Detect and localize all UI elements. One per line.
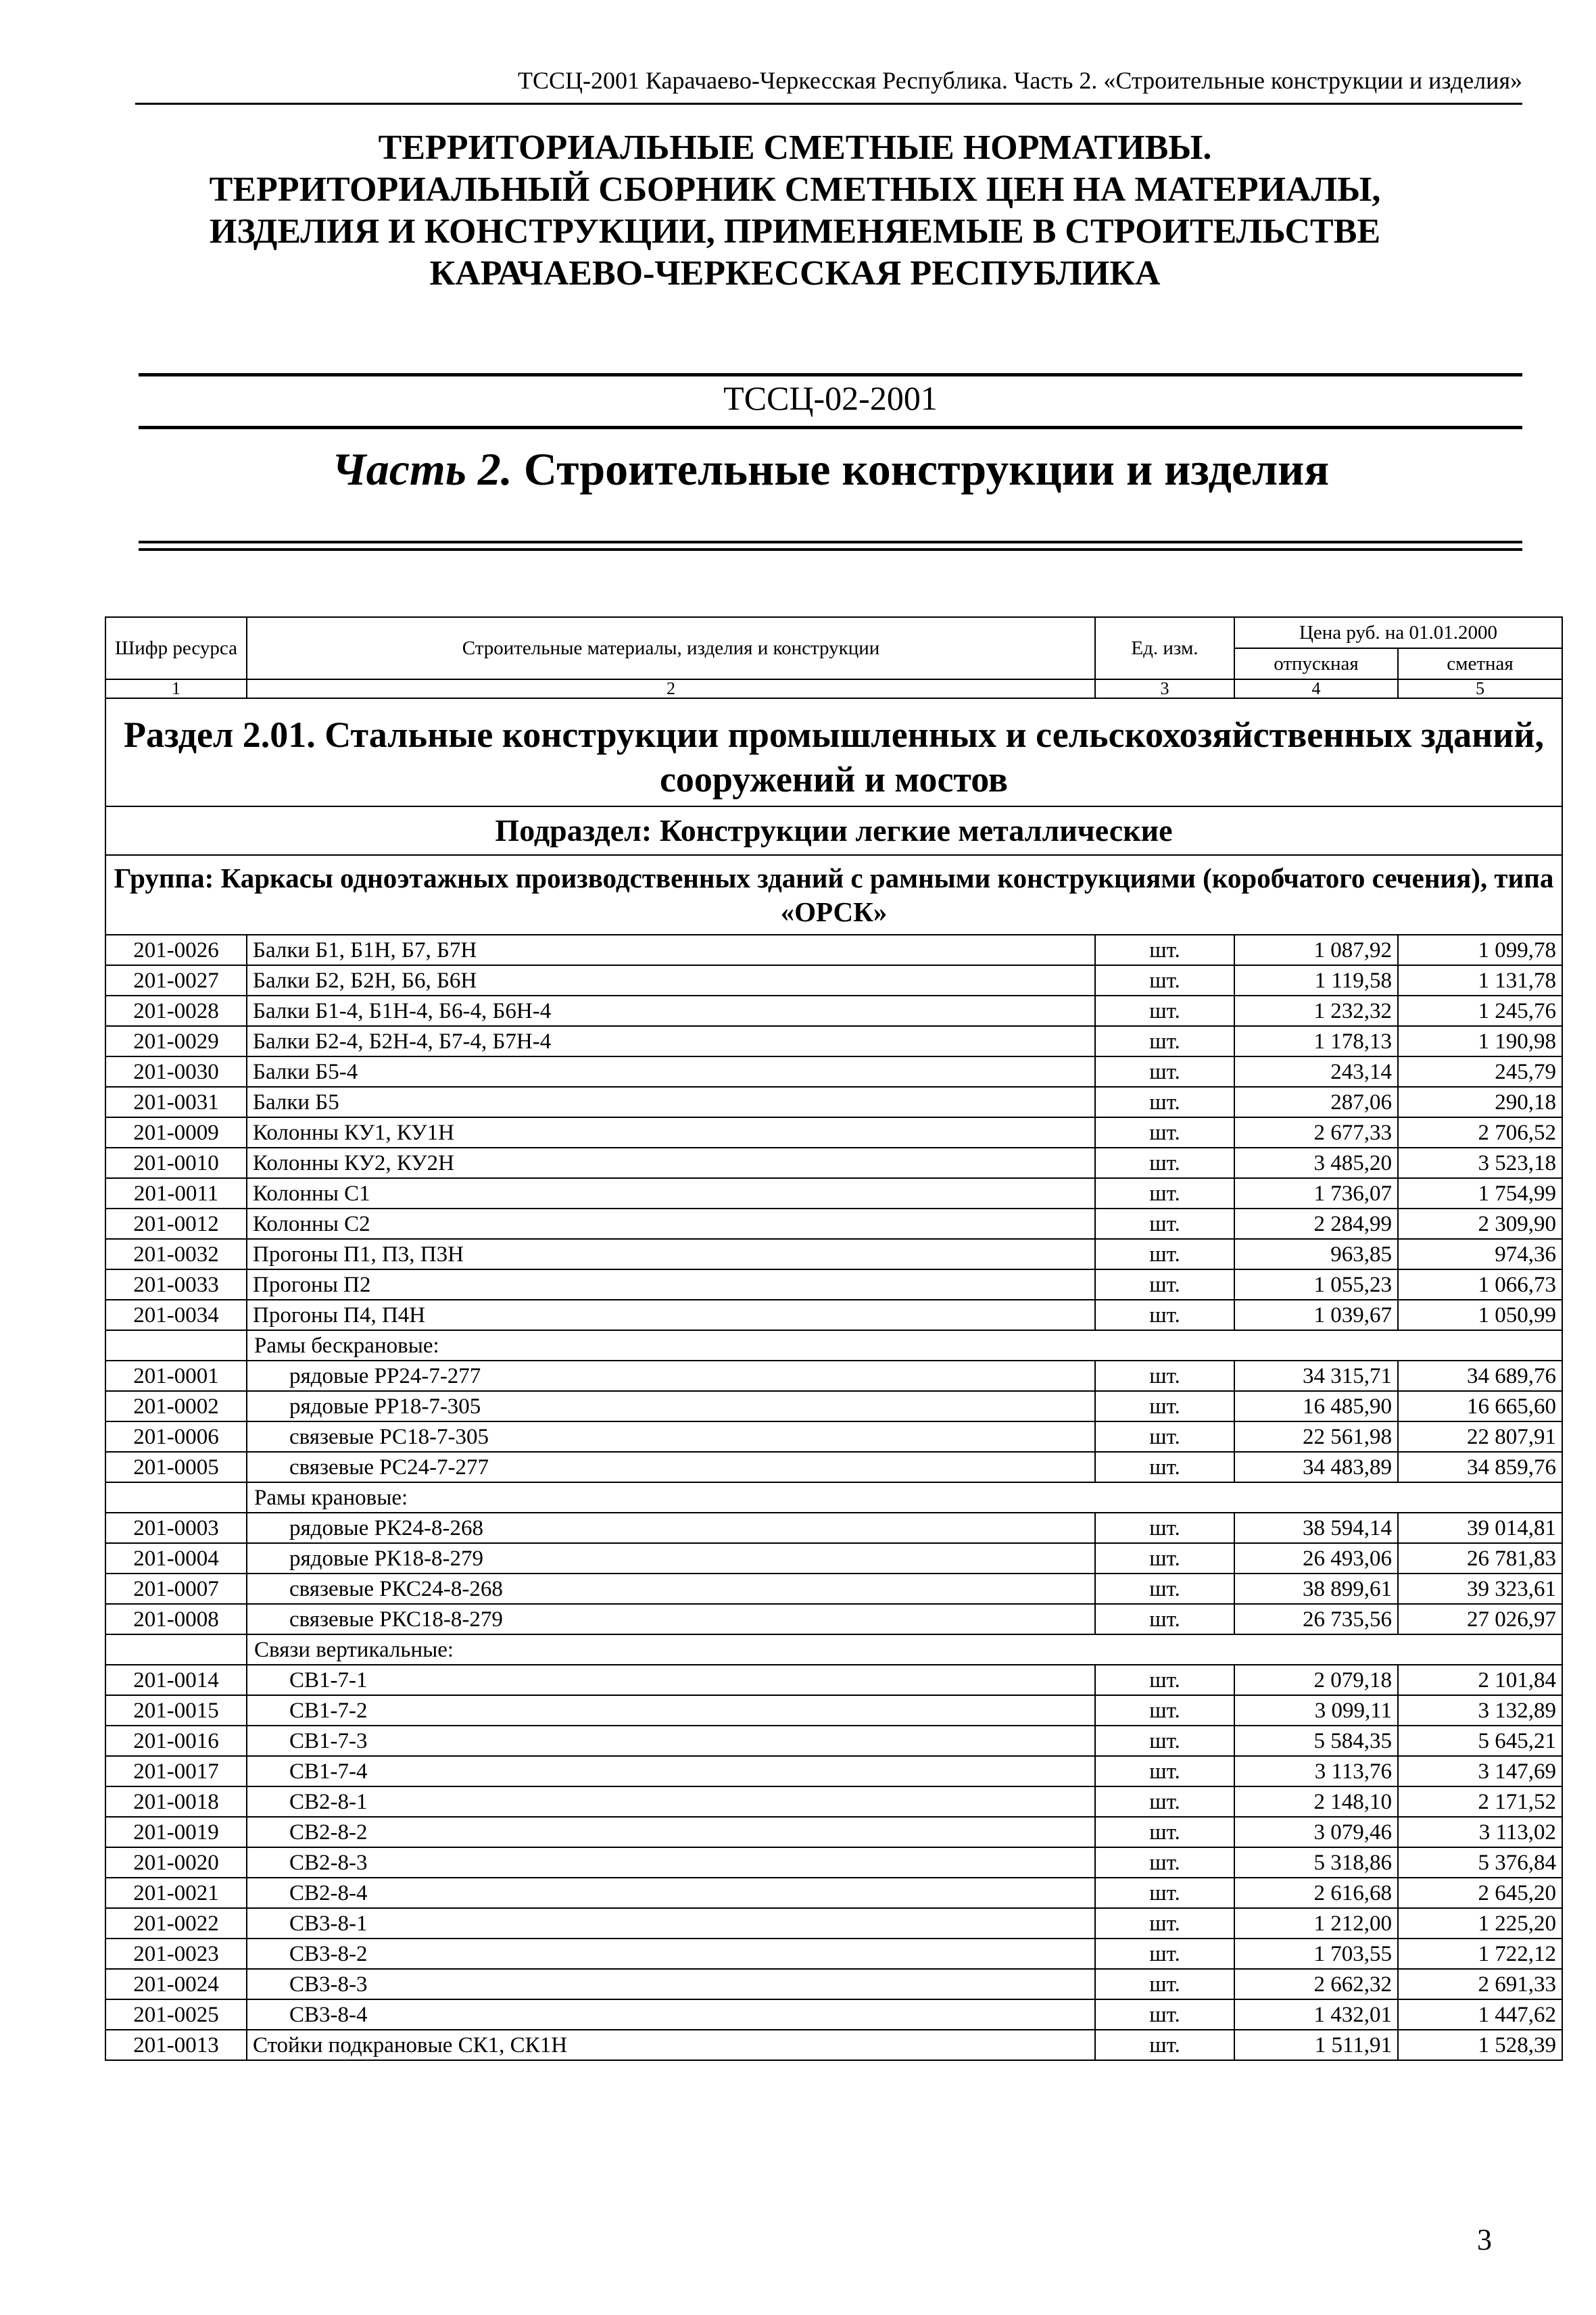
unit: шт. bbox=[1095, 996, 1234, 1026]
release-price: 34 315,71 bbox=[1234, 1361, 1398, 1391]
item-name: Прогоны П1, П3, П3Н bbox=[247, 1239, 1095, 1269]
title-line: КАРАЧАЕВО-ЧЕРКЕССКАЯ РЕСПУБЛИКА bbox=[429, 254, 1161, 293]
release-price: 2 148,10 bbox=[1234, 1786, 1398, 1817]
table-row bbox=[105, 1695, 1562, 1726]
release-price: 3 079,46 bbox=[1234, 1817, 1398, 1847]
resource-code: 201-0032 bbox=[105, 1239, 247, 1269]
subgroup-label: Рамы крановые: bbox=[247, 1482, 1562, 1513]
group-title: Группа: Каркасы одноэтажных производственных зданий с рамными конструкциями (коробчатого сечения), типа «ОРСК» bbox=[105, 855, 1562, 935]
release-price: 1 087,92 bbox=[1234, 935, 1398, 965]
release-price: 1 178,13 bbox=[1234, 1026, 1398, 1056]
resource-code: 201-0025 bbox=[105, 1999, 247, 2030]
resource-code: 201-0026 bbox=[105, 935, 247, 965]
resource-code: 201-0001 bbox=[105, 1361, 247, 1391]
column-number: 1 bbox=[105, 679, 247, 698]
price-table bbox=[105, 616, 1563, 2061]
release-price: 2 662,32 bbox=[1234, 1969, 1398, 1999]
table-row bbox=[105, 1847, 1562, 1878]
unit: шт. bbox=[1095, 1604, 1234, 1634]
unit: шт. bbox=[1095, 1543, 1234, 1574]
estimate-price: 1 722,12 bbox=[1398, 1939, 1562, 1969]
table-row bbox=[105, 1604, 1562, 1634]
estimate-price: 1 131,78 bbox=[1398, 965, 1562, 996]
resource-code: 201-0003 bbox=[105, 1513, 247, 1543]
item-name: связевые РКС18-8-279 bbox=[247, 1604, 1095, 1634]
subgroup-row bbox=[105, 1634, 1562, 1665]
release-price: 38 899,61 bbox=[1234, 1574, 1398, 1604]
unit: шт. bbox=[1095, 1056, 1234, 1087]
table-row bbox=[105, 1269, 1562, 1300]
unit: шт. bbox=[1095, 1239, 1234, 1269]
unit: шт. bbox=[1095, 1817, 1234, 1847]
release-price: 5 318,86 bbox=[1234, 1847, 1398, 1878]
item-name: СВ3-8-1 bbox=[247, 1908, 1095, 1939]
item-name: Балки Б1, Б1Н, Б7, Б7Н bbox=[247, 935, 1095, 965]
title-line: ТЕРРИТОРИАЛЬНЫЙ СБОРНИК СМЕТНЫХ ЦЕН НА МАТЕРИАЛЫ, bbox=[209, 170, 1381, 209]
table-row bbox=[105, 1391, 1562, 1421]
table-row bbox=[105, 1786, 1562, 1817]
unit: шт. bbox=[1095, 1969, 1234, 1999]
table-row bbox=[105, 1300, 1562, 1330]
table-row bbox=[105, 996, 1562, 1026]
table-row bbox=[105, 1513, 1562, 1543]
running-header: ТССЦ-2001 Карачаево-Черкесская Республика. Часть 2. «Строительные конструкции и изделия» bbox=[518, 67, 1522, 94]
item-name: Балки Б5 bbox=[247, 1087, 1095, 1117]
estimate-price: 3 147,69 bbox=[1398, 1756, 1562, 1786]
item-name: СВ2-8-2 bbox=[247, 1817, 1095, 1847]
release-price: 2 284,99 bbox=[1234, 1209, 1398, 1239]
header-rule bbox=[135, 103, 1522, 105]
item-name: связевые РКС24-8-268 bbox=[247, 1574, 1095, 1604]
release-price: 2 079,18 bbox=[1234, 1665, 1398, 1695]
estimate-price: 34 859,76 bbox=[1398, 1452, 1562, 1482]
table-row bbox=[105, 1056, 1562, 1087]
release-price: 2 616,68 bbox=[1234, 1878, 1398, 1908]
estimate-price: 34 689,76 bbox=[1398, 1361, 1562, 1391]
resource-code: 201-0018 bbox=[105, 1786, 247, 1817]
column-number: 2 bbox=[247, 679, 1095, 698]
estimate-price: 290,18 bbox=[1398, 1087, 1562, 1117]
resource-code: 201-0013 bbox=[105, 2030, 247, 2060]
subgroup-code-cell bbox=[105, 1330, 247, 1361]
release-price: 3 113,76 bbox=[1234, 1756, 1398, 1786]
item-name: СВ3-8-2 bbox=[247, 1939, 1095, 1969]
estimate-price: 2 171,52 bbox=[1398, 1786, 1562, 1817]
resource-code: 201-0002 bbox=[105, 1391, 247, 1421]
middle-rule bbox=[139, 426, 1522, 429]
subgroup-label: Связи вертикальные: bbox=[247, 1634, 1562, 1665]
estimate-price: 3 523,18 bbox=[1398, 1148, 1562, 1178]
estimate-price: 2 691,33 bbox=[1398, 1969, 1562, 1999]
item-name: СВ3-8-3 bbox=[247, 1969, 1095, 1999]
resource-code: 201-0011 bbox=[105, 1178, 247, 1209]
page-number: 3 bbox=[1477, 2223, 1492, 2256]
unit: шт. bbox=[1095, 1300, 1234, 1330]
estimate-price: 1 066,73 bbox=[1398, 1269, 1562, 1300]
resource-code: 201-0023 bbox=[105, 1939, 247, 1969]
title-line: ТЕРРИТОРИАЛЬНЫЕ СМЕТНЫЕ НОРМАТИВЫ. bbox=[378, 128, 1212, 167]
table-row bbox=[105, 1117, 1562, 1148]
unit: шт. bbox=[1095, 1786, 1234, 1817]
item-name: Балки Б2, Б2Н, Б6, Б6Н bbox=[247, 965, 1095, 996]
unit: шт. bbox=[1095, 1908, 1234, 1939]
document-title bbox=[101, 127, 1489, 295]
unit: шт. bbox=[1095, 1695, 1234, 1726]
resource-code: 201-0020 bbox=[105, 1847, 247, 1878]
estimate-price: 5 376,84 bbox=[1398, 1847, 1562, 1878]
resource-code: 201-0034 bbox=[105, 1300, 247, 1330]
estimate-price: 2 101,84 bbox=[1398, 1665, 1562, 1695]
estimate-price: 27 026,97 bbox=[1398, 1604, 1562, 1634]
resource-code: 201-0028 bbox=[105, 996, 247, 1026]
table-row bbox=[105, 1574, 1562, 1604]
unit: шт. bbox=[1095, 1574, 1234, 1604]
header-price: Цена руб. на 01.01.2000 bbox=[1234, 617, 1562, 648]
unit: шт. bbox=[1095, 1178, 1234, 1209]
estimate-price: 1 754,99 bbox=[1398, 1178, 1562, 1209]
unit: шт. bbox=[1095, 1452, 1234, 1482]
estimate-price: 1 190,98 bbox=[1398, 1026, 1562, 1056]
resource-code: 201-0016 bbox=[105, 1726, 247, 1756]
item-name: СВ1-7-3 bbox=[247, 1726, 1095, 1756]
subsection-title: Подраздел: Конструкции легкие металлические bbox=[105, 806, 1562, 855]
table-row bbox=[105, 1939, 1562, 1969]
column-number: 5 bbox=[1398, 679, 1562, 698]
estimate-price: 5 645,21 bbox=[1398, 1726, 1562, 1756]
table-row bbox=[105, 1452, 1562, 1482]
subgroup-label: Рамы бескрановые: bbox=[247, 1330, 1562, 1361]
item-name: СВ2-8-4 bbox=[247, 1878, 1095, 1908]
collection-code: ТССЦ-02-2001 bbox=[723, 379, 938, 417]
item-name: Прогоны П4, П4Н bbox=[247, 1300, 1095, 1330]
unit: шт. bbox=[1095, 1939, 1234, 1969]
table-row bbox=[105, 1999, 1562, 2030]
part-title bbox=[139, 443, 1522, 496]
header-release: отпускная bbox=[1234, 648, 1398, 679]
resource-code: 201-0004 bbox=[105, 1543, 247, 1574]
unit: шт. bbox=[1095, 2030, 1234, 2060]
item-name: СВ2-8-3 bbox=[247, 1847, 1095, 1878]
column-number: 3 bbox=[1095, 679, 1234, 698]
unit: шт. bbox=[1095, 1391, 1234, 1421]
item-name: рядовые РР18-7-305 bbox=[247, 1391, 1095, 1421]
subgroup-row bbox=[105, 1482, 1562, 1513]
release-price: 1 736,07 bbox=[1234, 1178, 1398, 1209]
resource-code: 201-0022 bbox=[105, 1908, 247, 1939]
estimate-price: 245,79 bbox=[1398, 1056, 1562, 1087]
table-row bbox=[105, 1756, 1562, 1786]
release-price: 1 212,00 bbox=[1234, 1908, 1398, 1939]
release-price: 26 735,56 bbox=[1234, 1604, 1398, 1634]
release-price: 1 039,67 bbox=[1234, 1300, 1398, 1330]
resource-code: 201-0031 bbox=[105, 1087, 247, 1117]
unit: шт. bbox=[1095, 1847, 1234, 1878]
estimate-price: 974,36 bbox=[1398, 1239, 1562, 1269]
table-row bbox=[105, 1817, 1562, 1847]
unit: шт. bbox=[1095, 1513, 1234, 1543]
unit: шт. bbox=[1095, 1087, 1234, 1117]
table-row bbox=[105, 1361, 1562, 1391]
item-name: Балки Б1-4, Б1Н-4, Б6-4, Б6Н-4 bbox=[247, 996, 1095, 1026]
item-name: рядовые РК24-8-268 bbox=[247, 1513, 1095, 1543]
item-name: Колонны С2 bbox=[247, 1209, 1095, 1239]
header-code: Шифр ресурса bbox=[105, 617, 247, 679]
table-row bbox=[105, 1178, 1562, 1209]
part-name: Строительные конструкции и изделия bbox=[523, 443, 1330, 495]
resource-code: 201-0012 bbox=[105, 1209, 247, 1239]
table-row bbox=[105, 1209, 1562, 1239]
release-price: 1 232,32 bbox=[1234, 996, 1398, 1026]
item-name: Стойки подкрановые СК1, СК1Н bbox=[247, 2030, 1095, 2060]
header-name: Строительные материалы, изделия и конструкции bbox=[247, 617, 1095, 679]
resource-code: 201-0033 bbox=[105, 1269, 247, 1300]
unit: шт. bbox=[1095, 1026, 1234, 1056]
estimate-price: 26 781,83 bbox=[1398, 1543, 1562, 1574]
subgroup-code-cell bbox=[105, 1482, 247, 1513]
estimate-price: 39 323,61 bbox=[1398, 1574, 1562, 1604]
resource-code: 201-0027 bbox=[105, 965, 247, 996]
release-price: 287,06 bbox=[1234, 1087, 1398, 1117]
unit: шт. bbox=[1095, 1999, 1234, 2030]
release-price: 16 485,90 bbox=[1234, 1391, 1398, 1421]
item-name: СВ1-7-2 bbox=[247, 1695, 1095, 1726]
section-title: Раздел 2.01. Стальные конструкции промышленных и сельскохозяйственных зданий, сооружений и мостов bbox=[105, 698, 1562, 806]
resource-code: 201-0009 bbox=[105, 1117, 247, 1148]
release-price: 26 493,06 bbox=[1234, 1543, 1398, 1574]
title-line: ИЗДЕЛИЯ И КОНСТРУКЦИИ, ПРИМЕНЯЕМЫЕ В СТРОИТЕЛЬСТВЕ bbox=[209, 212, 1381, 251]
item-name: связевые РС18-7-305 bbox=[247, 1421, 1095, 1452]
item-name: Колонны С1 bbox=[247, 1178, 1095, 1209]
column-number: 4 bbox=[1234, 679, 1398, 698]
double-rule-upper bbox=[139, 541, 1522, 543]
estimate-price: 2 309,90 bbox=[1398, 1209, 1562, 1239]
release-price: 1 511,91 bbox=[1234, 2030, 1398, 2060]
resource-code: 201-0030 bbox=[105, 1056, 247, 1087]
resource-code: 201-0017 bbox=[105, 1756, 247, 1786]
release-price: 243,14 bbox=[1234, 1056, 1398, 1087]
estimate-price: 39 014,81 bbox=[1398, 1513, 1562, 1543]
table-row bbox=[105, 1726, 1562, 1756]
table-row bbox=[105, 1543, 1562, 1574]
header-unit: Ед. изм. bbox=[1095, 617, 1234, 679]
unit: шт. bbox=[1095, 935, 1234, 965]
release-price: 5 584,35 bbox=[1234, 1726, 1398, 1756]
subgroup-code-cell bbox=[105, 1634, 247, 1665]
estimate-price: 1 528,39 bbox=[1398, 2030, 1562, 2060]
table-row bbox=[105, 1148, 1562, 1178]
release-price: 1 119,58 bbox=[1234, 965, 1398, 996]
table-row bbox=[105, 965, 1562, 996]
unit: шт. bbox=[1095, 1361, 1234, 1391]
resource-code: 201-0019 bbox=[105, 1817, 247, 1847]
table-row bbox=[105, 1026, 1562, 1056]
resource-code: 201-0006 bbox=[105, 1421, 247, 1452]
estimate-price: 1 225,20 bbox=[1398, 1908, 1562, 1939]
resource-code: 201-0029 bbox=[105, 1026, 247, 1056]
item-name: Колонны КУ2, КУ2Н bbox=[247, 1148, 1095, 1178]
subgroup-row bbox=[105, 1330, 1562, 1361]
item-name: Колонны КУ1, КУ1Н bbox=[247, 1117, 1095, 1148]
release-price: 38 594,14 bbox=[1234, 1513, 1398, 1543]
resource-code: 201-0015 bbox=[105, 1695, 247, 1726]
item-name: Балки Б5-4 bbox=[247, 1056, 1095, 1087]
resource-code: 201-0014 bbox=[105, 1665, 247, 1695]
table-row bbox=[105, 1087, 1562, 1117]
table-row bbox=[105, 1665, 1562, 1695]
item-name: рядовые РР24-7-277 bbox=[247, 1361, 1095, 1391]
table-row bbox=[105, 1908, 1562, 1939]
unit: шт. bbox=[1095, 1148, 1234, 1178]
resource-code: 201-0008 bbox=[105, 1604, 247, 1634]
resource-code: 201-0010 bbox=[105, 1148, 247, 1178]
estimate-price: 2 645,20 bbox=[1398, 1878, 1562, 1908]
unit: шт. bbox=[1095, 1726, 1234, 1756]
release-price: 963,85 bbox=[1234, 1239, 1398, 1269]
estimate-price: 1 245,76 bbox=[1398, 996, 1562, 1026]
release-price: 3 099,11 bbox=[1234, 1695, 1398, 1726]
unit: шт. bbox=[1095, 965, 1234, 996]
part-prefix: Часть 2. bbox=[331, 443, 512, 495]
resource-code: 201-0005 bbox=[105, 1452, 247, 1482]
item-name: связевые РС24-7-277 bbox=[247, 1452, 1095, 1482]
release-price: 1 703,55 bbox=[1234, 1939, 1398, 1969]
double-rule-lower bbox=[139, 548, 1522, 551]
release-price: 2 677,33 bbox=[1234, 1117, 1398, 1148]
estimate-price: 22 807,91 bbox=[1398, 1421, 1562, 1452]
unit: шт. bbox=[1095, 1665, 1234, 1695]
resource-code: 201-0021 bbox=[105, 1878, 247, 1908]
release-price: 34 483,89 bbox=[1234, 1452, 1398, 1482]
estimate-price: 1 099,78 bbox=[1398, 935, 1562, 965]
unit: шт. bbox=[1095, 1878, 1234, 1908]
item-name: СВ3-8-4 bbox=[247, 1999, 1095, 2030]
unit: шт. bbox=[1095, 1209, 1234, 1239]
resource-code: 201-0024 bbox=[105, 1969, 247, 1999]
estimate-price: 1 050,99 bbox=[1398, 1300, 1562, 1330]
table-row bbox=[105, 1969, 1562, 1999]
item-name: Балки Б2-4, Б2Н-4, Б7-4, Б7Н-4 bbox=[247, 1026, 1095, 1056]
unit: шт. bbox=[1095, 1117, 1234, 1148]
header-estimate: сметная bbox=[1398, 648, 1562, 679]
estimate-price: 1 447,62 bbox=[1398, 1999, 1562, 2030]
table-row bbox=[105, 935, 1562, 965]
item-name: СВ1-7-1 bbox=[247, 1665, 1095, 1695]
estimate-price: 3 113,02 bbox=[1398, 1817, 1562, 1847]
estimate-price: 16 665,60 bbox=[1398, 1391, 1562, 1421]
unit: шт. bbox=[1095, 1756, 1234, 1786]
resource-code: 201-0007 bbox=[105, 1574, 247, 1604]
table-row bbox=[105, 1421, 1562, 1452]
table-row bbox=[105, 1878, 1562, 1908]
release-price: 1 432,01 bbox=[1234, 1999, 1398, 2030]
release-price: 22 561,98 bbox=[1234, 1421, 1398, 1452]
item-name: Прогоны П2 bbox=[247, 1269, 1095, 1300]
release-price: 3 485,20 bbox=[1234, 1148, 1398, 1178]
top-rule bbox=[139, 373, 1522, 376]
estimate-price: 2 706,52 bbox=[1398, 1117, 1562, 1148]
table-row bbox=[105, 1239, 1562, 1269]
unit: шт. bbox=[1095, 1269, 1234, 1300]
table-row bbox=[105, 2030, 1562, 2060]
item-name: рядовые РК18-8-279 bbox=[247, 1543, 1095, 1574]
unit: шт. bbox=[1095, 1421, 1234, 1452]
item-name: СВ2-8-1 bbox=[247, 1786, 1095, 1817]
estimate-price: 3 132,89 bbox=[1398, 1695, 1562, 1726]
item-name: СВ1-7-4 bbox=[247, 1756, 1095, 1786]
release-price: 1 055,23 bbox=[1234, 1269, 1398, 1300]
